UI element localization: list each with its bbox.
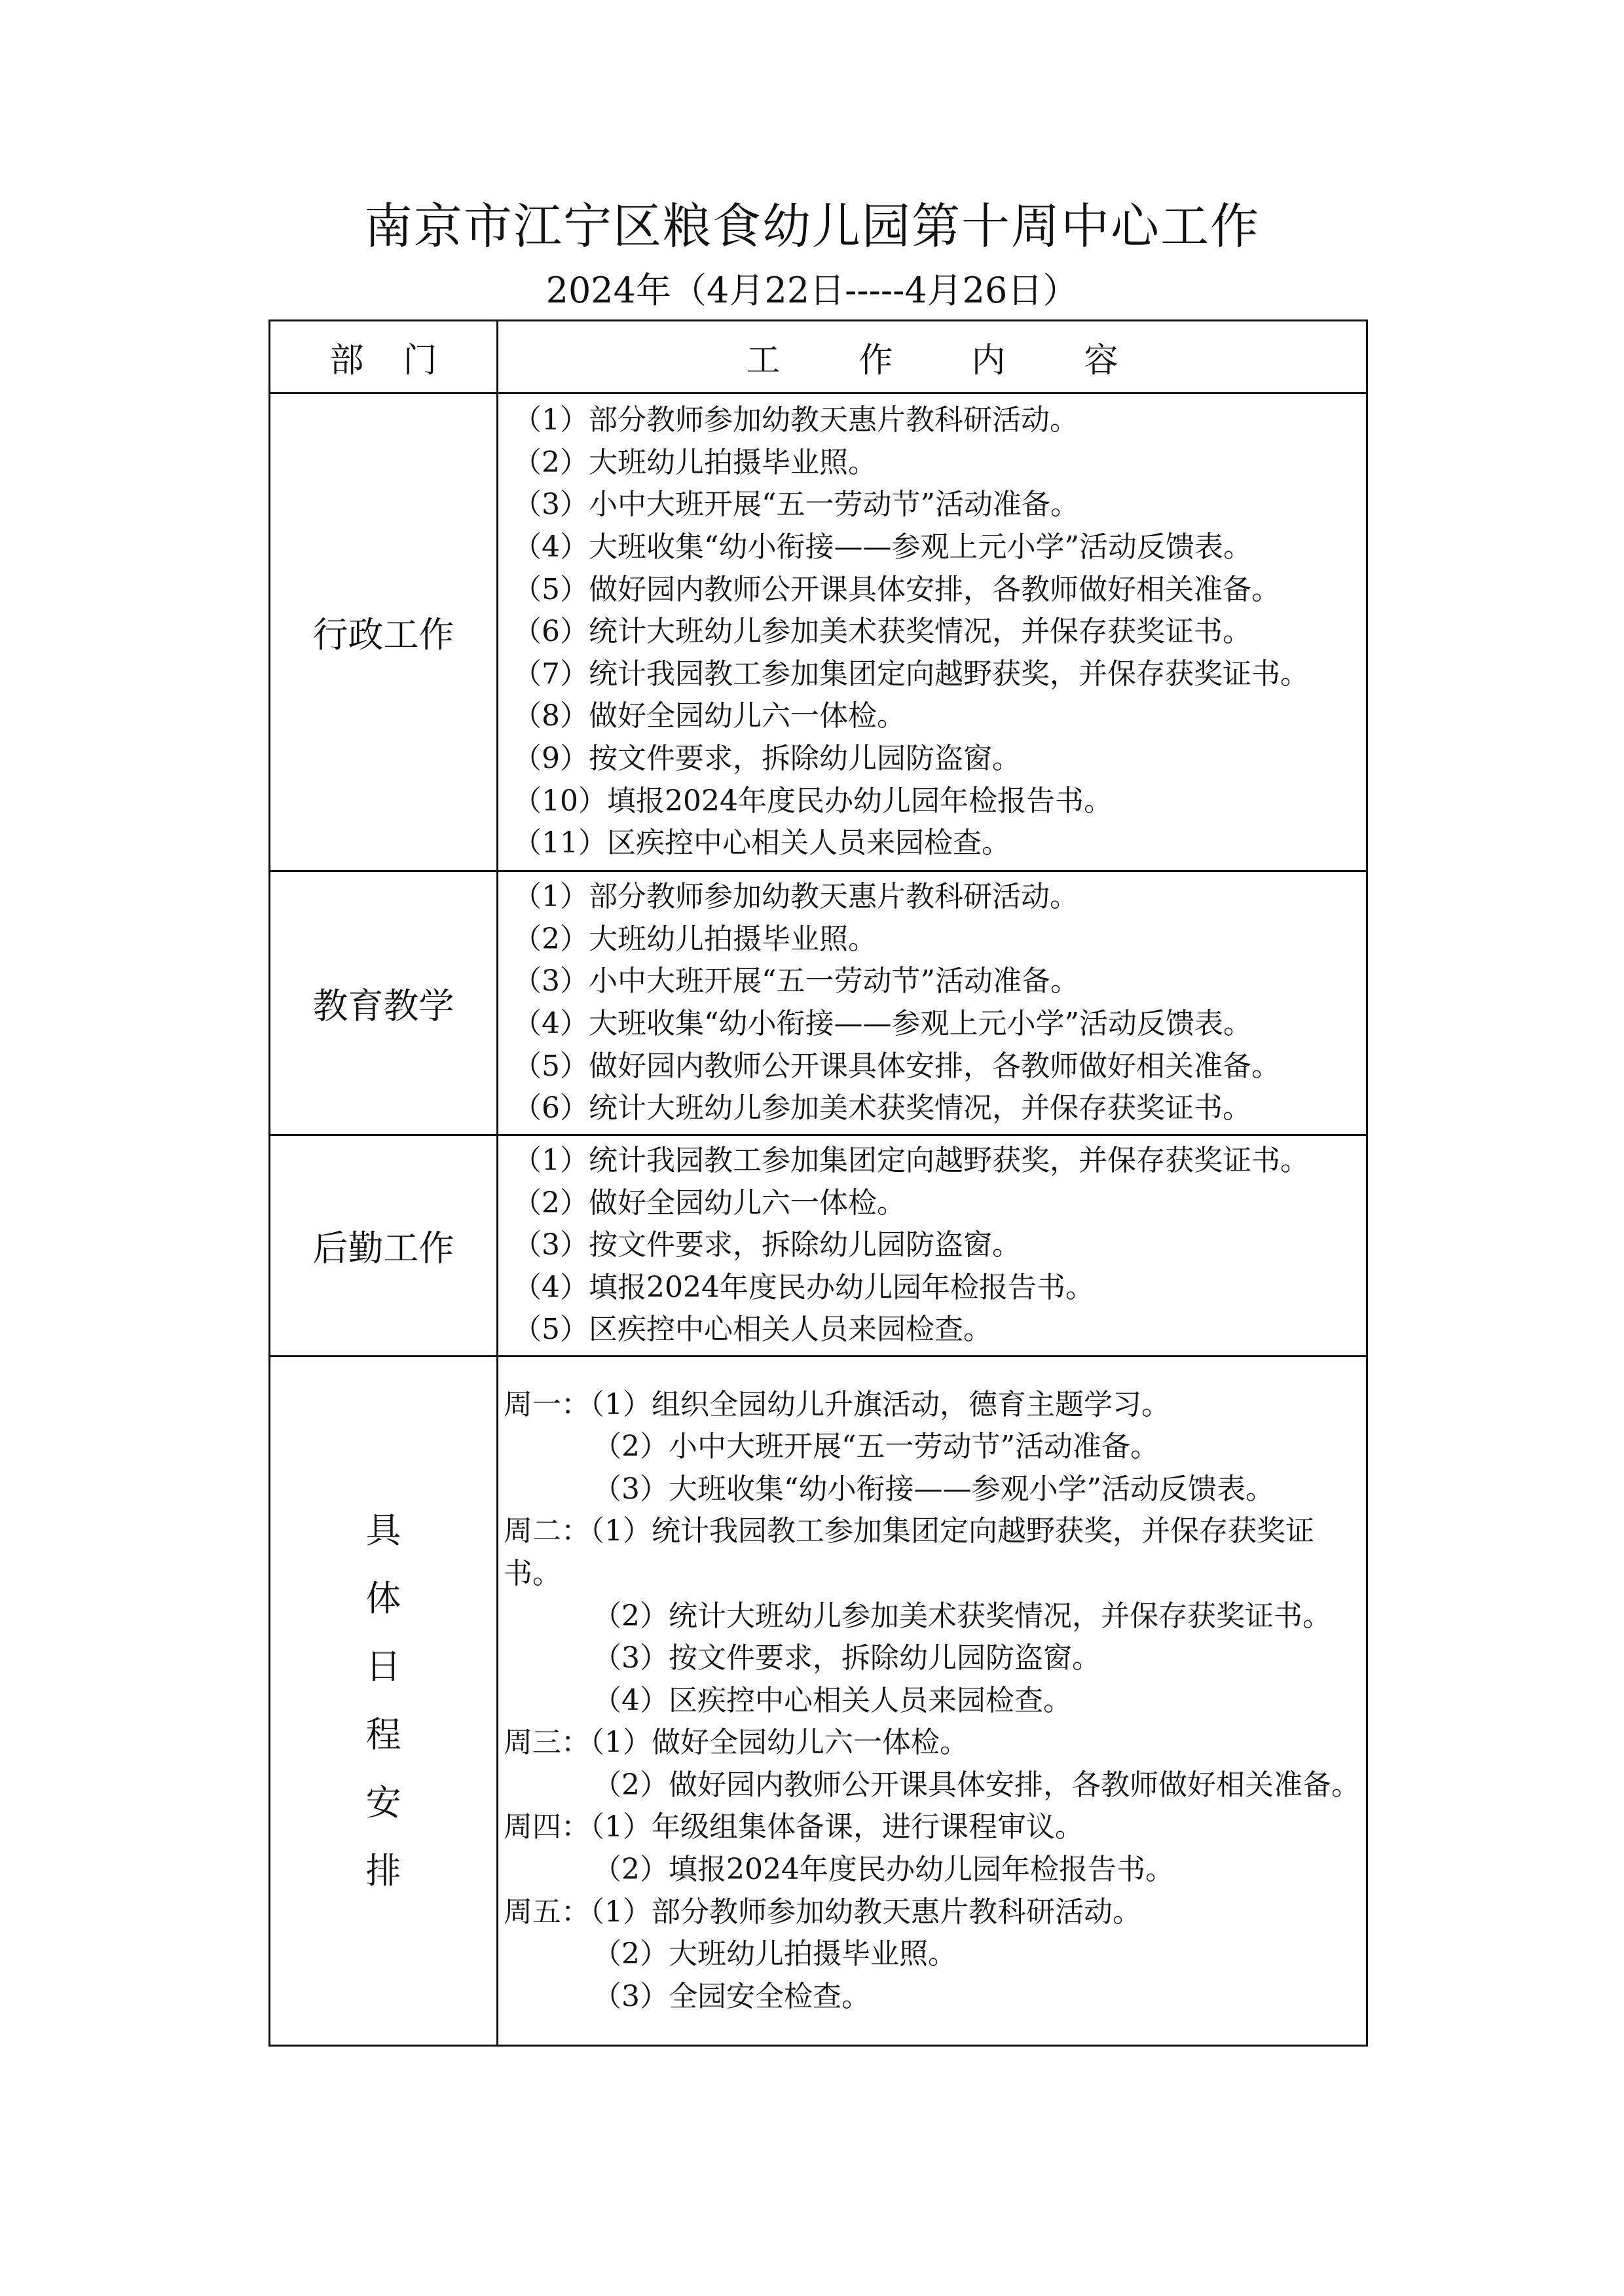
schedule-friday-first: 周五：（1）部分教师参加幼教天惠片教科研活动。 [504, 1895, 1141, 1929]
logistics-row [270, 1135, 1367, 1357]
list-item: （7）统计我园教工参加集团定向越野获奖，并保存获奖证书。 [513, 657, 1309, 691]
list-item: （1）部分教师参加幼教天惠片教科研活动。 [513, 403, 1079, 437]
list-item: （6）统计大班幼儿参加美术获奖情况，并保存获奖证书。 [513, 1091, 1251, 1125]
logistics-items [498, 1135, 1367, 1357]
schedule-department-char: 日 [365, 1646, 401, 1687]
list-item: （3）全园安全检查。 [593, 1979, 870, 2013]
logistics-department: 后勤工作 [270, 1135, 498, 1357]
list-item: （2）统计大班幼儿参加美术获奖情况，并保存获奖证书。 [593, 1599, 1331, 1633]
schedule-tuesday-first: 周二：（1）统计我园教工参加集团定向越野获奖，并保存获奖证书。 [504, 1514, 1314, 1590]
admin-department: 行政工作 [270, 393, 498, 871]
schedule-row [270, 1357, 1367, 2046]
document-title: 南京市江宁区粮食幼儿园第十周中心工作 [364, 198, 1260, 255]
list-item: （2）做好园内教师公开课具体安排，各教师做好相关准备。 [593, 1768, 1360, 1802]
list-item: （3）小中大班开展“五一劳动节”活动准备。 [513, 964, 1079, 998]
list-item: （10）填报2024年度民办幼儿园年检报告书。 [513, 784, 1113, 818]
list-item: （4）大班收集“幼小衔接——参观上元小学”活动反馈表。 [513, 1007, 1252, 1040]
list-item: （2）填报2024年度民办幼儿园年检报告书。 [593, 1853, 1174, 1887]
schedule-thursday-first: 周四：（1）年级组集体备课，进行课程审议。 [504, 1810, 1084, 1844]
list-item: （9）按文件要求，拆除幼儿园防盗窗。 [513, 741, 1021, 775]
list-item: （2）大班幼儿拍摄毕业照。 [513, 922, 877, 956]
list-item: （2）大班幼儿拍摄毕业照。 [513, 445, 877, 479]
teaching-row [270, 871, 1367, 1135]
list-item: （1）统计我园教工参加集团定向越野获奖，并保存获奖证书。 [513, 1144, 1309, 1178]
list-item: （3）按文件要求，拆除幼儿园防盗窗。 [513, 1228, 1021, 1262]
schedule-department-char: 程 [365, 1714, 401, 1755]
list-item: （3）大班收集“幼小衔接——参观小学”活动反馈表。 [593, 1472, 1274, 1506]
list-item: （5）区疾控中心相关人员来园检查。 [513, 1313, 992, 1347]
schedule-monday-first: 周一：（1）组织全园幼儿升旗活动，德育主题学习。 [504, 1387, 1170, 1421]
table-header-row [270, 321, 1367, 393]
list-item: （1）部分教师参加幼教天惠片教科研活动。 [513, 880, 1079, 914]
list-item: （4）填报2024年度民办幼儿园年检报告书。 [513, 1270, 1094, 1304]
teaching-items [498, 871, 1367, 1135]
schedule-department-char: 安 [365, 1782, 401, 1823]
schedule-wednesday-first: 周三：（1）做好全园幼儿六一体检。 [504, 1726, 969, 1760]
list-item: （11）区疾控中心相关人员来园检查。 [513, 826, 1010, 860]
list-item: （3）小中大班开展“五一劳动节”活动准备。 [513, 488, 1079, 522]
document-date-range: 2024年（4月22日-----4月26日） [545, 270, 1079, 311]
list-item: （4）大班收集“幼小衔接——参观上元小学”活动反馈表。 [513, 530, 1252, 564]
work-table [268, 319, 1368, 2047]
list-item: （5）做好园内教师公开课具体安排，各教师做好相关准备。 [513, 572, 1280, 606]
teaching-department: 教育教学 [270, 871, 498, 1135]
header-content: 工作内容 [498, 321, 1367, 393]
admin-row [270, 393, 1367, 871]
schedule-department-char: 排 [365, 1850, 401, 1891]
admin-items [498, 393, 1367, 871]
schedule-department [270, 1357, 498, 2046]
list-item: （4）区疾控中心相关人员来园检查。 [593, 1683, 1072, 1717]
list-item: （2）小中大班开展“五一劳动节”活动准备。 [593, 1430, 1159, 1464]
schedule-department-char: 体 [365, 1578, 401, 1619]
list-item: （5）做好园内教师公开课具体安排，各教师做好相关准备。 [513, 1049, 1280, 1083]
list-item: （2）大班幼儿拍摄毕业照。 [593, 1937, 957, 1971]
header-department: 部门 [270, 321, 498, 393]
list-item: （8）做好全园幼儿六一体检。 [513, 699, 906, 733]
list-item: （3）按文件要求，拆除幼儿园防盗窗。 [593, 1641, 1101, 1675]
schedule-items [498, 1357, 1367, 2046]
schedule-department-char: 具 [365, 1510, 401, 1551]
list-item: （2）做好全园幼儿六一体检。 [513, 1186, 906, 1220]
list-item: （6）统计大班幼儿参加美术获奖情况，并保存获奖证书。 [513, 615, 1251, 649]
